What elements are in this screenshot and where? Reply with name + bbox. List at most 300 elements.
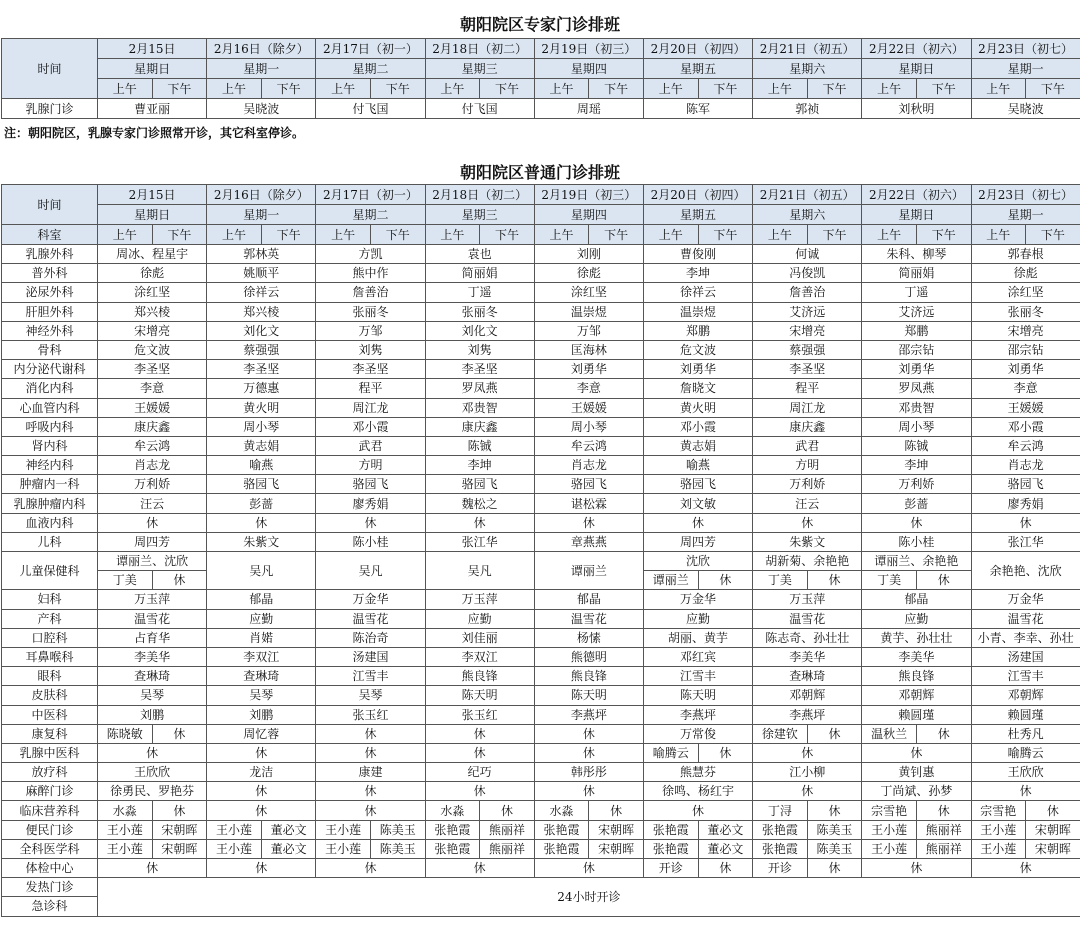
expert-title: 朝阳院区专家门诊排班 — [459, 15, 620, 34]
doctor-cell: 万常俊 — [643, 724, 752, 743]
date-header: 2月20日（初四） — [643, 185, 752, 205]
doctor-cell: 邓朝辉 — [971, 686, 1080, 705]
doctor-cell: 刘刚 — [534, 245, 643, 264]
table-row — [2, 628, 1080, 647]
table-row — [2, 436, 1080, 455]
doctor-cell: 休 — [98, 513, 207, 532]
doctor-cell: 查琳琦 — [207, 667, 316, 686]
doctor-cell: 休 — [916, 571, 971, 590]
doctor-cell: 骆园飞 — [643, 475, 752, 494]
doctor-cell: 周冰、程星宇 — [98, 245, 207, 264]
doctor-cell: 赖圆瑾 — [862, 705, 971, 724]
am-header: 上午 — [207, 225, 262, 245]
doctor-cell: 徐勇民、罗艳芬 — [98, 782, 207, 801]
table-row — [2, 647, 1080, 666]
doctor-cell: 李意 — [971, 379, 1080, 398]
doctor-cell: 温雪花 — [534, 609, 643, 628]
table-row — [2, 859, 1080, 878]
dept-cell: 眼科 — [2, 667, 98, 686]
doctor-cell: 李美华 — [862, 647, 971, 666]
table-row — [2, 609, 1080, 628]
doctor-cell: 陈小桂 — [316, 532, 425, 551]
table-row — [2, 283, 1080, 302]
doctor-cell: 万玉萍 — [753, 590, 862, 609]
doctor-cell: 休 — [316, 724, 425, 743]
doctor-cell: 李圣坚 — [316, 360, 425, 379]
table-row — [2, 475, 1080, 494]
doctor-cell: 黄钊惠 — [862, 763, 971, 782]
doctor-cell: 万利娇 — [753, 475, 862, 494]
table-row — [2, 513, 1080, 532]
doctor-cell: 休 — [534, 782, 643, 801]
doctor-cell: 温崇煜 — [643, 302, 752, 321]
doctor-cell: 休 — [480, 801, 535, 820]
doctor-cell: 休 — [534, 724, 643, 743]
doctor-cell: 郑兴棱 — [207, 302, 316, 321]
doctor-cell: 温雪花 — [316, 609, 425, 628]
doctor-cell: 李双江 — [207, 647, 316, 666]
doctor-cell: 休 — [425, 782, 534, 801]
doctor-cell: 休 — [862, 859, 971, 878]
time-header: 时间 — [2, 39, 98, 99]
doctor-cell: 张艳霞 — [534, 820, 589, 839]
weekday-header: 星期日 — [98, 59, 207, 79]
pm-header: 下午 — [261, 79, 316, 99]
doctor-cell: 方明 — [753, 456, 862, 475]
doctor-cell: 温雪花 — [753, 609, 862, 628]
table-row — [2, 494, 1080, 513]
doctor-cell: 匡海林 — [534, 340, 643, 359]
doctor-cell: 休 — [916, 801, 971, 820]
dept-cell: 乳腺中医科 — [2, 743, 98, 762]
doctor-cell: 王小莲 — [971, 820, 1026, 839]
dept-cell: 血液内科 — [2, 513, 98, 532]
am-header: 上午 — [98, 225, 153, 245]
doctor-cell: 休 — [807, 859, 862, 878]
doctor-cell: 陈美玉 — [370, 839, 425, 858]
doctor-cell: 王小莲 — [862, 820, 917, 839]
doctor-cell: 詹善治 — [316, 283, 425, 302]
doctor-cell: 姚顺平 — [207, 264, 316, 283]
doctor-cell: 张艳霞 — [753, 820, 808, 839]
doctor-cell: 王小莲 — [98, 820, 153, 839]
doctor-cell: 周小琴 — [862, 417, 971, 436]
doctor-cell: 吴晓波 — [207, 99, 316, 119]
doctor-cell: 宋朝晖 — [152, 820, 207, 839]
doctor-cell: 谭丽兰、沈欣 — [98, 552, 207, 571]
weekday-header: 星期五 — [643, 59, 752, 79]
doctor-cell: 熊丽祥 — [480, 839, 535, 858]
doctor-cell: 方凯 — [316, 245, 425, 264]
doctor-cell: 郁晶 — [534, 590, 643, 609]
am-header: 上午 — [207, 79, 262, 99]
doctor-cell: 温秋兰 — [862, 724, 917, 743]
doctor-cell: 熊良锋 — [534, 667, 643, 686]
doctor-cell: 万邹 — [534, 321, 643, 340]
doctor-cell: 陈美玉 — [807, 839, 862, 858]
doctor-cell: 龙洁 — [207, 763, 316, 782]
doctor-cell: 吴晓波 — [971, 99, 1080, 119]
doctor-cell: 陈志奇、孙壮壮 — [753, 628, 862, 647]
doctor-cell: 周忆蓉 — [207, 724, 316, 743]
doctor-cell: 宗雪艳 — [862, 801, 917, 820]
doctor-cell: 喻腾云 — [971, 743, 1080, 762]
doctor-cell: 余艳艳、沈欣 — [971, 552, 1080, 590]
doctor-cell: 张艳霞 — [425, 839, 480, 858]
doctor-cell: 汪云 — [753, 494, 862, 513]
dept-cell: 呼吸内科 — [2, 417, 98, 436]
doctor-cell: 吴凡 — [425, 552, 534, 590]
doctor-cell: 牟云鸿 — [534, 436, 643, 455]
doctor-cell: 丁浔 — [753, 801, 808, 820]
dept-cell: 产科 — [2, 609, 98, 628]
weekday-header-row — [2, 205, 1080, 225]
dept-cell: 乳腺外科 — [2, 245, 98, 264]
doctor-cell: 汤建国 — [316, 647, 425, 666]
doctor-cell: 休 — [698, 571, 753, 590]
dept-cell: 妇科 — [2, 590, 98, 609]
doctor-cell: 艾济远 — [862, 302, 971, 321]
doctor-cell: 牟云鸿 — [971, 436, 1080, 455]
doctor-cell: 喻燕 — [207, 456, 316, 475]
am-header: 上午 — [971, 79, 1026, 99]
doctor-cell: 肖志龙 — [98, 456, 207, 475]
doctor-cell: 李意 — [534, 379, 643, 398]
doctor-cell: 王小莲 — [316, 820, 371, 839]
doctor-cell: 丁美 — [753, 571, 808, 590]
doctor-cell: 江雪丰 — [971, 667, 1080, 686]
dept-cell: 乳腺肿瘤内科 — [2, 494, 98, 513]
doctor-cell: 简丽娟 — [862, 264, 971, 283]
doctor-cell: 王小莲 — [207, 820, 262, 839]
doctor-cell: 章燕燕 — [534, 532, 643, 551]
pm-header: 下午 — [152, 79, 207, 99]
dept-cell: 急诊科 — [2, 897, 98, 916]
table-row — [2, 820, 1080, 839]
doctor-cell: 李圣坚 — [753, 360, 862, 379]
doctor-cell: 周四芳 — [98, 532, 207, 551]
date-header: 2月18日（初二） — [425, 39, 534, 59]
dept-cell: 骨科 — [2, 340, 98, 359]
doctor-cell: 张艳霞 — [425, 820, 480, 839]
weekday-header-row — [2, 59, 1080, 79]
doctor-cell: 丁美 — [98, 571, 153, 590]
doctor-cell: 刘勇华 — [862, 360, 971, 379]
doctor-cell: 刘化文 — [207, 321, 316, 340]
doctor-cell: 邓红宾 — [643, 647, 752, 666]
weekday-header: 星期日 — [862, 205, 971, 225]
doctor-cell: 应勤 — [425, 609, 534, 628]
doctor-cell: 郁晶 — [207, 590, 316, 609]
doctor-cell: 休 — [207, 801, 316, 820]
doctor-cell: 汪云 — [98, 494, 207, 513]
pm-header: 下午 — [261, 225, 316, 245]
table-row — [2, 379, 1080, 398]
doctor-cell: 熊中作 — [316, 264, 425, 283]
doctor-cell: 李圣坚 — [207, 360, 316, 379]
doctor-cell: 宋增亮 — [98, 321, 207, 340]
doctor-cell: 危文波 — [643, 340, 752, 359]
doctor-cell: 王小莲 — [316, 839, 371, 858]
pm-header: 下午 — [1026, 79, 1080, 99]
doctor-cell: 刘秋明 — [862, 99, 971, 119]
doctor-cell: 郑兴棱 — [98, 302, 207, 321]
dept-cell: 口腔科 — [2, 628, 98, 647]
doctor-cell: 彭蔷 — [862, 494, 971, 513]
pm-header: 下午 — [1026, 225, 1080, 245]
am-header: 上午 — [862, 79, 917, 99]
doctor-cell: 休 — [698, 859, 753, 878]
table-row — [2, 398, 1080, 417]
doctor-cell: 李美华 — [753, 647, 862, 666]
table-row — [2, 782, 1080, 801]
pm-header: 下午 — [370, 79, 425, 99]
doctor-cell: 喻腾云 — [643, 743, 698, 762]
session-header-row — [2, 79, 1080, 99]
doctor-cell: 王欣欣 — [98, 763, 207, 782]
doctor-cell: 休 — [152, 571, 207, 590]
doctor-cell: 万德惠 — [207, 379, 316, 398]
doctor-cell: 蔡强强 — [207, 340, 316, 359]
doctor-cell: 徐彪 — [971, 264, 1080, 283]
doctor-cell: 万玉萍 — [98, 590, 207, 609]
doctor-cell: 郁晶 — [862, 590, 971, 609]
doctor-cell: 韩彤彤 — [534, 763, 643, 782]
doctor-cell: 程平 — [316, 379, 425, 398]
date-header: 2月20日（初四） — [643, 39, 752, 59]
doctor-cell: 王小莲 — [971, 839, 1026, 858]
doctor-cell: 休 — [807, 724, 862, 743]
doctor-cell: 丁美 — [862, 571, 917, 590]
doctor-cell: 王欣欣 — [971, 763, 1080, 782]
dept-cell: 便民门诊 — [2, 820, 98, 839]
pm-header: 下午 — [589, 79, 644, 99]
doctor-cell: 杜秀凡 — [971, 724, 1080, 743]
doctor-cell: 休 — [971, 513, 1080, 532]
doctor-cell: 休 — [316, 743, 425, 762]
date-header: 2月21日（初五） — [753, 39, 862, 59]
doctor-cell: 徐祥云 — [643, 283, 752, 302]
doctor-cell: 王媛媛 — [534, 398, 643, 417]
pm-header: 下午 — [152, 225, 207, 245]
doctor-cell: 张丽冬 — [971, 302, 1080, 321]
doctor-cell: 张玉红 — [316, 705, 425, 724]
doctor-cell: 休 — [534, 743, 643, 762]
doctor-cell: 休 — [207, 782, 316, 801]
doctor-cell: 王媛媛 — [971, 398, 1080, 417]
doctor-cell: 骆园飞 — [425, 475, 534, 494]
doctor-cell: 肖婼 — [207, 628, 316, 647]
dept-cell: 肾内科 — [2, 436, 98, 455]
doctor-cell: 休 — [207, 743, 316, 762]
doctor-cell: 占育华 — [98, 628, 207, 647]
doctor-cell: 付飞国 — [316, 99, 425, 119]
doctor-cell: 曹亚丽 — [98, 99, 207, 119]
doctor-cell: 黄志娟 — [643, 436, 752, 455]
doctor-cell: 休 — [152, 724, 207, 743]
doctor-cell: 张艳霞 — [534, 839, 589, 858]
doctor-cell: 张江华 — [425, 532, 534, 551]
doctor-cell: 万利娇 — [98, 475, 207, 494]
doctor-cell: 王小莲 — [98, 839, 153, 858]
doctor-cell: 陈天明 — [425, 686, 534, 705]
table-row — [2, 878, 1080, 897]
doctor-cell: 罗凤燕 — [862, 379, 971, 398]
doctor-cell: 休 — [425, 859, 534, 878]
doctor-cell: 周江龙 — [753, 398, 862, 417]
dept-cell: 乳腺门诊 — [2, 99, 98, 119]
table-row — [2, 321, 1080, 340]
doctor-cell: 江雪丰 — [316, 667, 425, 686]
doctor-cell: 周瑶 — [534, 99, 643, 119]
doctor-cell: 刘佳丽 — [425, 628, 534, 647]
weekday-header: 星期日 — [98, 205, 207, 225]
pm-header: 下午 — [698, 225, 753, 245]
general-title: 朝阳院区普通门诊排班 — [459, 163, 620, 182]
doctor-cell: 詹善治 — [753, 283, 862, 302]
doctor-cell: 休 — [971, 782, 1080, 801]
date-header: 2月15日 — [98, 39, 207, 59]
doctor-cell: 万金华 — [316, 590, 425, 609]
doctor-cell: 詹晓文 — [643, 379, 752, 398]
doctor-cell: 郑鹏 — [862, 321, 971, 340]
doctor-cell: 杨愫 — [534, 628, 643, 647]
doctor-cell: 沈欣 — [643, 552, 752, 571]
weekday-header: 星期四 — [534, 59, 643, 79]
doctor-cell: 王媛媛 — [98, 398, 207, 417]
doctor-cell: 休 — [316, 859, 425, 878]
doctor-cell: 刘隽 — [316, 340, 425, 359]
dept-cell: 康复科 — [2, 724, 98, 743]
weekday-header: 星期一 — [207, 59, 316, 79]
doctor-cell: 休 — [862, 743, 971, 762]
weekday-header: 星期一 — [971, 205, 1080, 225]
doctor-cell: 骆园飞 — [316, 475, 425, 494]
doctor-cell: 宋增亮 — [971, 321, 1080, 340]
doctor-cell: 骆园飞 — [971, 475, 1080, 494]
pm-header: 下午 — [807, 225, 862, 245]
am-header: 上午 — [425, 225, 480, 245]
doctor-cell: 应勤 — [643, 609, 752, 628]
date-header-row — [2, 39, 1080, 59]
pm-header: 下午 — [916, 79, 971, 99]
table-row — [2, 264, 1080, 283]
dept-cell: 耳鼻喉科 — [2, 647, 98, 666]
doctor-cell: 张艳霞 — [753, 839, 808, 858]
pm-header: 下午 — [370, 225, 425, 245]
doctor-cell: 李圣坚 — [98, 360, 207, 379]
doctor-cell: 宋朝晖 — [589, 839, 644, 858]
doctor-cell: 董必文 — [698, 839, 753, 858]
doctor-cell: 李美华 — [98, 647, 207, 666]
dept-cell: 全科医学科 — [2, 839, 98, 858]
doctor-cell: 黄志娟 — [207, 436, 316, 455]
doctor-cell: 彭蔷 — [207, 494, 316, 513]
doctor-cell: 董必文 — [698, 820, 753, 839]
session-header-row — [2, 225, 1080, 245]
doctor-cell: 邓小霞 — [971, 417, 1080, 436]
doctor-cell: 刘鹏 — [98, 705, 207, 724]
doctor-cell: 徐鸣、杨红宇 — [643, 782, 752, 801]
doctor-cell: 康建 — [316, 763, 425, 782]
doctor-cell: 王小莲 — [207, 839, 262, 858]
doctor-cell: 休 — [916, 724, 971, 743]
doctor-cell: 张丽冬 — [316, 302, 425, 321]
doctor-cell: 胡新菊、余艳艳 — [753, 552, 862, 571]
date-header: 2月15日 — [98, 185, 207, 205]
weekday-header: 星期日 — [862, 59, 971, 79]
doctor-cell: 刘勇华 — [643, 360, 752, 379]
doctor-cell: 李坤 — [643, 264, 752, 283]
weekday-header: 星期六 — [753, 59, 862, 79]
table-row — [2, 763, 1080, 782]
doctor-cell: 查琳琦 — [753, 667, 862, 686]
doctor-cell: 骆园飞 — [534, 475, 643, 494]
am-header: 上午 — [643, 225, 698, 245]
am-header: 上午 — [753, 225, 808, 245]
doctor-cell: 宗雪艳 — [971, 801, 1026, 820]
doctor-cell: 宋朝晖 — [1026, 820, 1080, 839]
doctor-cell: 熊德明 — [534, 647, 643, 666]
date-header: 2月21日（初五） — [753, 185, 862, 205]
doctor-cell: 胡丽、黄芋 — [643, 628, 752, 647]
doctor-cell: 水淼 — [98, 801, 153, 820]
table-row — [2, 839, 1080, 858]
table-row — [2, 340, 1080, 359]
date-header: 2月16日（除夕） — [207, 39, 316, 59]
doctor-cell: 朱紫文 — [207, 532, 316, 551]
dept-cell: 心血管内科 — [2, 398, 98, 417]
doctor-cell: 邵宗钻 — [862, 340, 971, 359]
doctor-cell: 休 — [589, 801, 644, 820]
date-header: 2月19日（初三） — [534, 39, 643, 59]
dept-cell: 放疗科 — [2, 763, 98, 782]
doctor-cell: 袁也 — [425, 245, 534, 264]
date-header: 2月17日（初一） — [316, 39, 425, 59]
doctor-cell: 曹俊刚 — [643, 245, 752, 264]
table-row — [2, 360, 1080, 379]
doctor-cell: 刘隽 — [425, 340, 534, 359]
dept-cell: 儿科 — [2, 532, 98, 551]
doctor-cell: 万利娇 — [862, 475, 971, 494]
table-row — [2, 743, 1080, 762]
doctor-cell: 简丽娟 — [425, 264, 534, 283]
date-header: 2月19日（初三） — [534, 185, 643, 205]
doctor-cell: 陈天明 — [643, 686, 752, 705]
date-header: 2月16日（除夕） — [207, 185, 316, 205]
doctor-cell: 查琳琦 — [98, 667, 207, 686]
doctor-cell: 休 — [207, 513, 316, 532]
doctor-cell: 董必文 — [261, 820, 316, 839]
dept-cell: 神经外科 — [2, 321, 98, 340]
doctor-cell: 朱科、柳琴 — [862, 245, 971, 264]
doctor-cell: 周四芳 — [643, 532, 752, 551]
doctor-cell: 肖志龙 — [971, 456, 1080, 475]
am-header: 上午 — [316, 79, 371, 99]
doctor-cell: 江小柳 — [753, 763, 862, 782]
doctor-cell: 吴琴 — [207, 686, 316, 705]
doctor-cell: 熊丽祥 — [916, 839, 971, 858]
table-row — [2, 302, 1080, 321]
date-header: 2月22日（初六） — [862, 39, 971, 59]
doctor-cell: 魏松之 — [425, 494, 534, 513]
dept-cell: 内分泌代谢科 — [2, 360, 98, 379]
date-header: 2月23日（初七） — [971, 39, 1080, 59]
doctor-cell: 廖秀娟 — [971, 494, 1080, 513]
pm-header: 下午 — [480, 79, 535, 99]
doctor-cell: 熊慧芬 — [643, 763, 752, 782]
date-header: 2月17日（初一） — [316, 185, 425, 205]
